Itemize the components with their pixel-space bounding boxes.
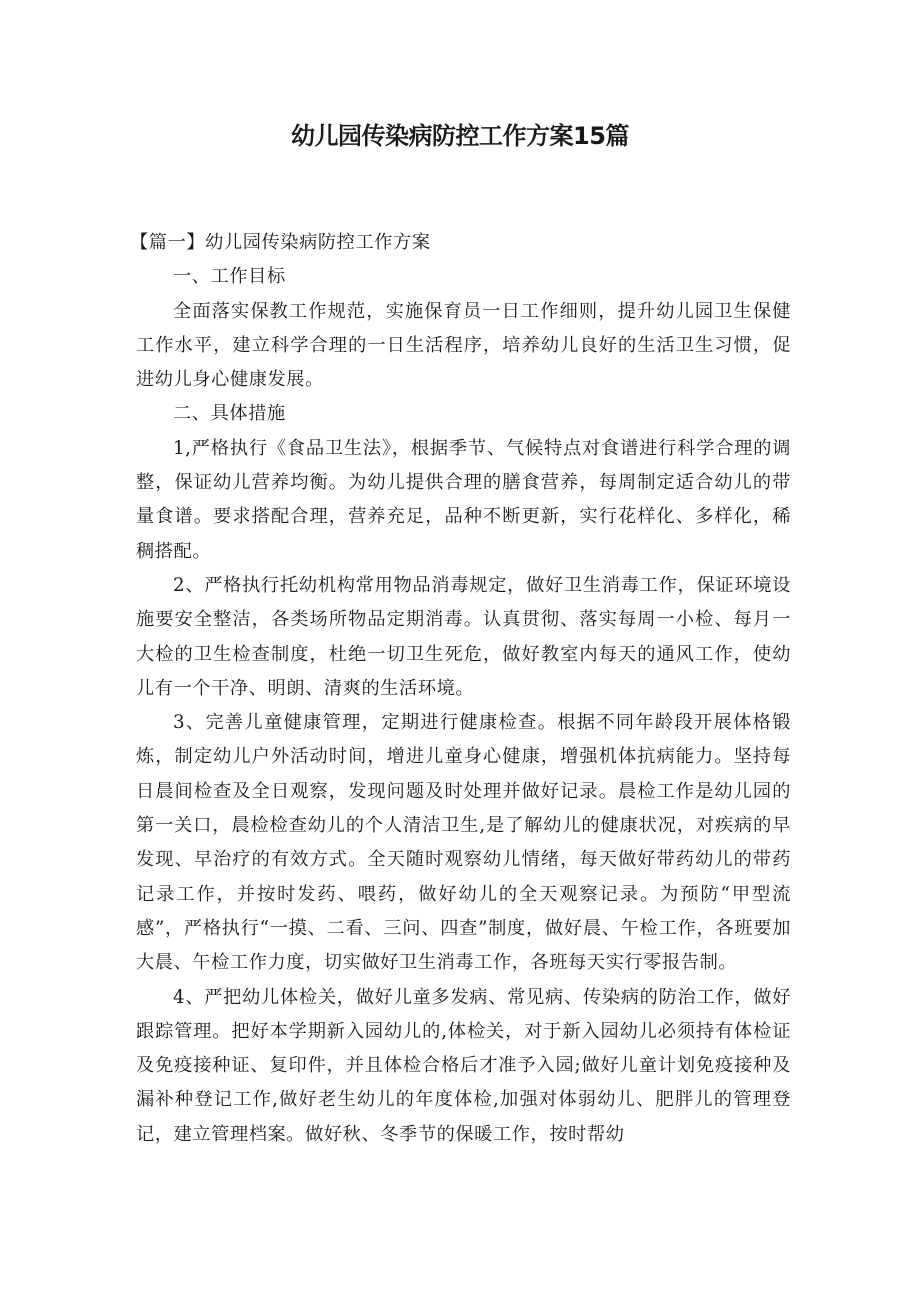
paragraph-measure-1: 1,严格执行《食品卫生法》，根据季节、气候特点对食谱进行科学合理的调整，保证幼儿营养均衡。为幼儿提供合理的膳食营养，每周制定适合幼儿的带量食谱。要求搭配合理，营养充足，品种不断更新，实行花样化、多样化，稀稠搭配。 xyxy=(136,437,791,562)
paragraph-measure-4: 4、严把幼儿体检关，做好儿童多发病、常见病、传染病的防治工作，做好跟踪管理。把好本学期新入园幼儿的,体检关，对于新入园幼儿必须持有体检证及免疫接种证、复印件，并且体检合格后才准予入园;做好儿童计划免疫接种及漏补种登记工作,做好老生幼儿的年度体检,加强对体弱幼儿、肥胖儿的管理登记，建立管理档案。做好秋、冬季节的保暖工作，按时帮幼 xyxy=(136,986,791,1145)
heading-work-goals: 一、工作目标 xyxy=(173,266,286,288)
paragraph-goals: 全面落实保教工作规范，实施保育员一日工作细则，提升幼儿园卫生保健工作水平，建立科学合理的一日生活程序，培养幼儿良好的生活卫生习惯，促进幼儿身心健康发展。 xyxy=(136,300,791,391)
section-heading: 【篇一】幼儿园传染病防控工作方案 xyxy=(130,232,431,253)
paragraph-measure-3: 3、完善儿童健康管理，定期进行健康检查。根据不同年龄段开展体格锻炼，制定幼儿户外活动时间，增进儿童身心健康，增强机体抗病能力。坚持每日晨间检查及全日观察，发现问题及时处理并做好记录。晨检工作是幼儿园的第一关口，晨检检查幼儿的个人清洁卫生,是了解幼儿的健康状况，对疾病的早发现、早治疗的有效方式。全天随时观察幼儿情绪，每天做好带药幼儿的带药记录工作，并按时发药、喂药，做好幼儿的全天观察记录。为预防“甲型流感”，严格执行“一摸、二看、三问、四查”制度，做好晨、午检工作，各班要加大晨、午检工作力度，切实做好卫生消毒工作，各班每天实行零报告制。 xyxy=(136,712,791,974)
document-body xyxy=(130,226,791,1152)
document-title: 幼儿园传染病防控工作方案15篇 xyxy=(291,122,629,150)
heading-measures: 二、具体措施 xyxy=(173,403,286,425)
paragraph-measure-2: 2、严格执行托幼机构常用物品消毒规定，做好卫生消毒工作，保证环境设施要安全整洁，各类场所物品定期消毒。认真贯彻、落实每周一小检、每月一大检的卫生检查制度，杜绝一切卫生死危，做好教室内每天的通风工作，使幼儿有一个干净、明朗、清爽的生活环境。 xyxy=(136,574,791,699)
